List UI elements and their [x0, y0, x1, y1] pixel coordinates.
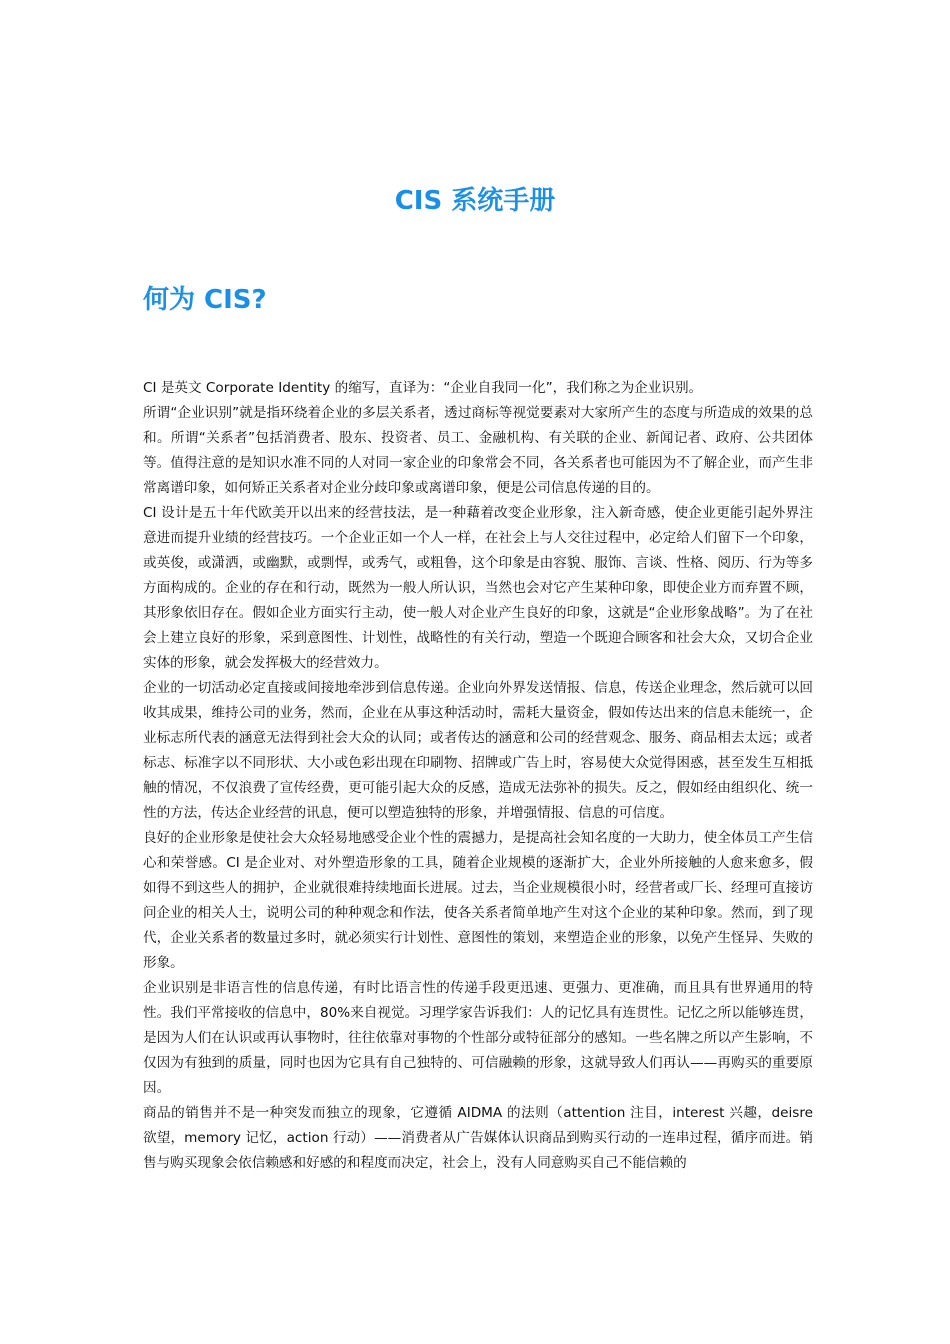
paragraph: 所谓“企业识别”就是指环绕着企业的多层关系者，透过商标等视觉要素对大家所产生的态度与所造成的效果的总和。所谓“关系者”包括消费者、股东、投资者、员工、金融机构、有关联的企业、新闻记者、政府、公共团体等。值得注意的是知识水准不同的人对同一家企业的印象常会不同，各关系者也可能因为不了解企业，而产生非常离谱印象，如何矫正关系者对企业分歧印象或离谱印象，便是公司信息传递的目的。 — [143, 405, 813, 496]
paragraph: CI 是英文 Corporate Identity 的缩写，直译为：“企业自我同一化”，我们称之为企业识别。 — [143, 380, 703, 396]
paragraph: 企业的一切活动必定直接或间接地牵涉到信息传递。企业向外界发送情报、信息，传送企业理念，然后就可以回收其成果，维持公司的业务，然而，企业在从事这种活动时，需耗大量资金，假如传达出来的信息未能统一，企业标志所代表的涵意无法得到社会大众的认同；或者传达的涵意和公司的经营观念、服务、商品相去太远；或者标志、标准字以不同形状、大小或色彩出现在印刷物、招牌或广告上时，容易使大众觉得困惑，甚至发生互相抵触的情况，不仅浪费了宣传经费，更可能引起大众的反感，造成无法弥补的损失。反之，假如经由组织化、统一性的方法，传达企业经营的讯息，便可以塑造独特的形象，并增强情报、信息的可信度。 — [143, 680, 813, 821]
paragraph: 良好的企业形象是使社会大众轻易地感受企业个性的震撼力，是提高社会知名度的一大助力，使全体员工产生信心和荣誉感。CI 是企业对、对外塑造形象的工具，随着企业规模的逐渐扩大，企业外所接触的人愈来愈多，假如得不到这些人的拥护，企业就很难持续地面长进展。过去，当企业规模很小时，经营者或厂长、经理可直接访问企业的相关人士，说明公司的种种观念和作法，使各关系者简单地产生对这个企业的某种印象。然而，到了现代，企业关系者的数量过多时，就必须实行计划性、意图性的策划，来塑造企业的形象，以免产生怪异、失败的形象。 — [143, 830, 813, 971]
document-title: CIS 系统手册 — [394, 186, 556, 216]
body-text — [143, 376, 813, 1176]
section-heading: 何为 CIS? — [143, 285, 267, 315]
paragraph: 商品的销售并不是一种突发而独立的现象，它遵循 AIDMA 的法则（attention 注目，interest 兴趣，deisre 欲望，memory 记忆，action 行动）——消费者从广告媒体认识商品到购买行动的一连串过程，循序而进。销售与购买现象会依信赖感和好感的和程度而决定，社会上，没有人同意购买自己不能信赖的 — [143, 1105, 813, 1171]
paragraph: CI 设计是五十年代欧美开以出来的经营技法，是一种藉着改变企业形象，注入新奇感，使企业更能引起外界注意进而提升业绩的经营技巧。一个企业正如一个人一样，在社会上与人交往过程中，必定给人们留下一个印象，或英俊，或潇洒，或幽默，或剽悍，或秀气，或粗鲁，这个印象是由容貌、服饰、言谈、性格、阅历、行为等多方面构成的。企业的存在和行动，既然为一般人所认识，当然也会对它产生某种印象，即使企业方而弃置不顾，其形象依旧存在。假如企业方面实行主动，使一般人对企业产生良好的印象，这就是“企业形象战略”。为了在社会上建立良好的形象，采到意图性、计划性，战略性的有关行动，塑造一个既迎合顾客和社会大众，又切合企业实体的形象，就会发挥极大的经营效力。 — [143, 505, 813, 671]
paragraph: 企业识别是非语言性的信息传递，有时比语言性的传递手段更迅速、更强力、更准确，而且具有世界通用的特性。我们平常接收的信息中，80%来自视觉。习理学家告诉我们：人的记忆具有连贯性。记忆之所以能够连贯，是因为人们在认识或再认事物时，往往依靠对事物的个性部分或特征部分的感知。一些名牌之所以产生影响，不仅因为有独到的质量，同时也因为它具有自己独特的、可信融赖的形象，这就导致人们再认——再购买的重要原因。 — [143, 980, 813, 1096]
